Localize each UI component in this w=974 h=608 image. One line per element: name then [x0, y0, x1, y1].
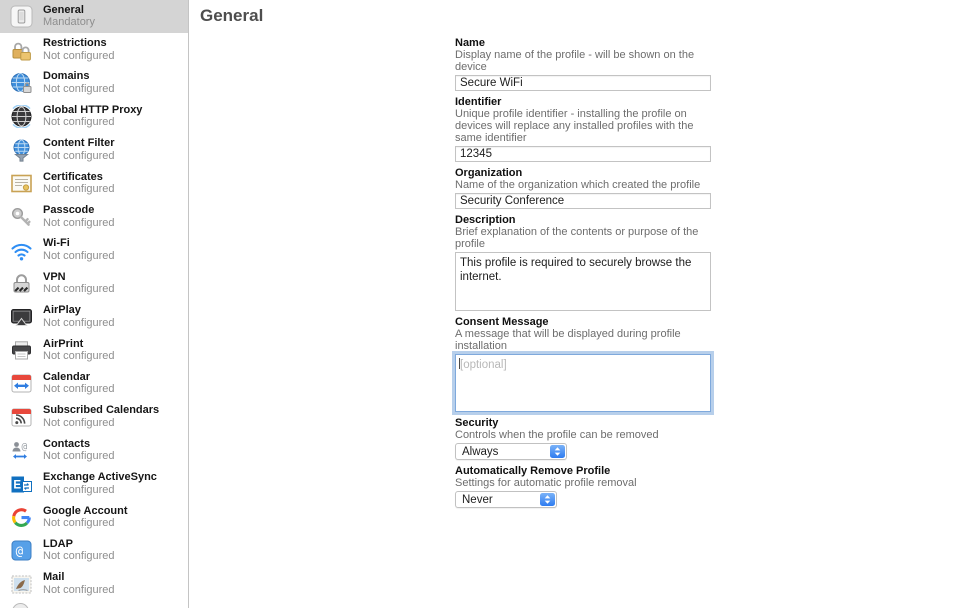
sidebar-item-domains[interactable]: [0, 67, 188, 100]
page-title: General: [200, 6, 264, 25]
certificates-icon: [10, 172, 33, 195]
sidebar-item-status: Not configured: [43, 550, 115, 563]
sidebar-item-label: Calendar: [43, 370, 91, 383]
field-label: Description: [455, 214, 516, 226]
sidebar-item-mail[interactable]: [0, 568, 188, 601]
airprint-icon: [10, 339, 33, 362]
stepper-icon: [550, 445, 565, 458]
field-label: Security: [455, 417, 499, 429]
sidebar-item-label: LDAP: [43, 537, 73, 550]
field-group-description: [455, 214, 711, 311]
sidebar-item-label: Restrictions: [43, 37, 107, 50]
field-group-consent-message: [455, 316, 711, 412]
sidebar-item-status: Mandatory: [43, 16, 95, 29]
vpn-icon: [10, 272, 33, 295]
ldap-icon: [10, 539, 33, 562]
field-group-automatically-remove-profile: [455, 465, 711, 508]
sidebar-item-status: Not configured: [43, 350, 115, 363]
calendar-icon: [10, 372, 33, 395]
sidebar-item-status: Not configured: [43, 116, 115, 129]
restrictions-icon: [10, 39, 33, 62]
sidebar-item-airplay[interactable]: [0, 301, 188, 334]
sidebar-item-label: Content Filter: [43, 137, 115, 150]
sidebar-item-label: Exchange ActiveSync: [43, 471, 157, 484]
sidebar-item-label: Wi-Fi: [43, 237, 70, 250]
sidebar-item-label: AirPlay: [43, 304, 81, 317]
subscribed-calendars-icon: [10, 406, 33, 429]
field-description: A message that will be displayed during profile installation: [455, 328, 681, 352]
field-description: Unique profile identifier - installing the profile on devices will replace any installed profiles with the same identifier: [455, 108, 694, 144]
sidebar-item-restrictions[interactable]: [0, 33, 188, 66]
field-label: Consent Message: [455, 316, 549, 328]
sidebar-item-status: Not configured: [43, 383, 115, 396]
global-http-proxy-icon: [10, 105, 33, 128]
sidebar-item-general[interactable]: [0, 0, 188, 33]
field-description: Display name of the profile - will be shown on the device: [455, 49, 695, 73]
sidebar-item-label: Passcode: [43, 204, 95, 217]
wifi-icon: [10, 239, 33, 262]
text-caret: [459, 358, 460, 369]
sidebar-item-exchange-activesync[interactable]: [0, 467, 188, 500]
sidebar-item-label: Google Account: [43, 504, 128, 517]
general-form: [455, 37, 711, 513]
sidebar-item-label: Global HTTP Proxy: [43, 103, 143, 116]
svg-text:E: E: [13, 479, 22, 492]
sidebar-item-google-account[interactable]: [0, 501, 188, 534]
sidebar-item-status: Not configured: [43, 416, 115, 429]
field-label: Organization: [455, 167, 523, 179]
sidebar-item-ldap[interactable]: [0, 534, 188, 567]
sidebar-item-label: Certificates: [43, 170, 103, 183]
field-label: Identifier: [455, 96, 502, 108]
sidebar-item-wi-fi[interactable]: [0, 234, 188, 267]
exchange-activesync-icon: [10, 473, 33, 496]
automatically-remove-profile-select[interactable]: [455, 491, 557, 508]
contacts-icon: [10, 439, 33, 462]
sidebar-item-certificates[interactable]: [0, 167, 188, 200]
sidebar-item-status: Not configured: [43, 49, 115, 62]
field-label: Automatically Remove Profile: [455, 465, 611, 477]
field-description: Settings for automatic profile removal: [455, 477, 637, 489]
field-description: Brief explanation of the contents or purpose of the profile: [455, 226, 699, 250]
field-label: Name: [455, 37, 485, 49]
sidebar-item-subscribed-calendars[interactable]: [0, 401, 188, 434]
general-icon: [10, 5, 33, 28]
airplay-icon: [10, 306, 33, 329]
sidebar-item-status: Not configured: [43, 249, 115, 262]
sidebar-item-status: Not configured: [43, 450, 115, 463]
security-select[interactable]: [455, 443, 567, 460]
svg-text:@: @: [15, 543, 24, 559]
sidebar-item-label: VPN: [43, 270, 66, 283]
field-description: Name of the organization which created the profile: [455, 179, 701, 191]
sidebar-item-status: Not configured: [43, 149, 115, 162]
consent-message-textarea-wrap: [455, 354, 711, 412]
sidebar-item-status: Not configured: [43, 316, 115, 329]
sidebar-item-label: General: [43, 3, 84, 16]
identifier-input[interactable]: [455, 146, 711, 162]
description-textarea[interactable]: [455, 252, 711, 311]
field-group-identifier: [455, 96, 711, 162]
partial-sidebar-icon: [12, 603, 29, 608]
sidebar-item-status: Not configured: [43, 517, 115, 530]
stepper-icon: [540, 493, 555, 506]
name-input[interactable]: [455, 75, 711, 91]
passcode-icon: [10, 206, 33, 229]
field-description: Controls when the profile can be removed: [455, 429, 659, 441]
sidebar-item-status: Not configured: [43, 283, 115, 296]
field-group-security: [455, 417, 711, 460]
sidebar-item-status: Not configured: [43, 216, 115, 229]
sidebar-item-label: Domains: [43, 70, 90, 83]
sidebar-item-global-http-proxy[interactable]: [0, 100, 188, 133]
payload-sidebar: [0, 0, 189, 608]
content-filter-icon: [10, 139, 33, 162]
sidebar-item-contacts[interactable]: [0, 434, 188, 467]
sidebar-item-content-filter[interactable]: [0, 134, 188, 167]
organization-input[interactable]: [455, 193, 711, 209]
sidebar-item-vpn[interactable]: [0, 267, 188, 300]
sidebar-item-status: Not configured: [43, 183, 115, 196]
sidebar-item-label: Contacts: [43, 437, 91, 450]
sidebar-item-status: Not configured: [43, 583, 115, 596]
google-account-icon: [10, 506, 33, 529]
sidebar-item-label: Subscribed Calendars: [43, 404, 160, 417]
field-group-organization: [455, 167, 711, 209]
consent-message-textarea[interactable]: [455, 354, 711, 412]
mail-icon: [10, 573, 33, 596]
popup-selected-value: Never: [462, 493, 493, 506]
sidebar-item-passcode[interactable]: [0, 200, 188, 233]
svg-text:@: @: [21, 441, 28, 453]
domains-icon: [10, 72, 33, 95]
sidebar-item-label: AirPrint: [43, 337, 84, 350]
sidebar-item-label: Mail: [43, 571, 65, 584]
sidebar-item-airprint[interactable]: [0, 334, 188, 367]
field-group-name: [455, 37, 711, 91]
sidebar-item-status: Not configured: [43, 483, 115, 496]
sidebar-item-status: Not configured: [43, 82, 115, 95]
sidebar-item-calendar[interactable]: [0, 367, 188, 400]
popup-selected-value: Always: [462, 445, 499, 458]
